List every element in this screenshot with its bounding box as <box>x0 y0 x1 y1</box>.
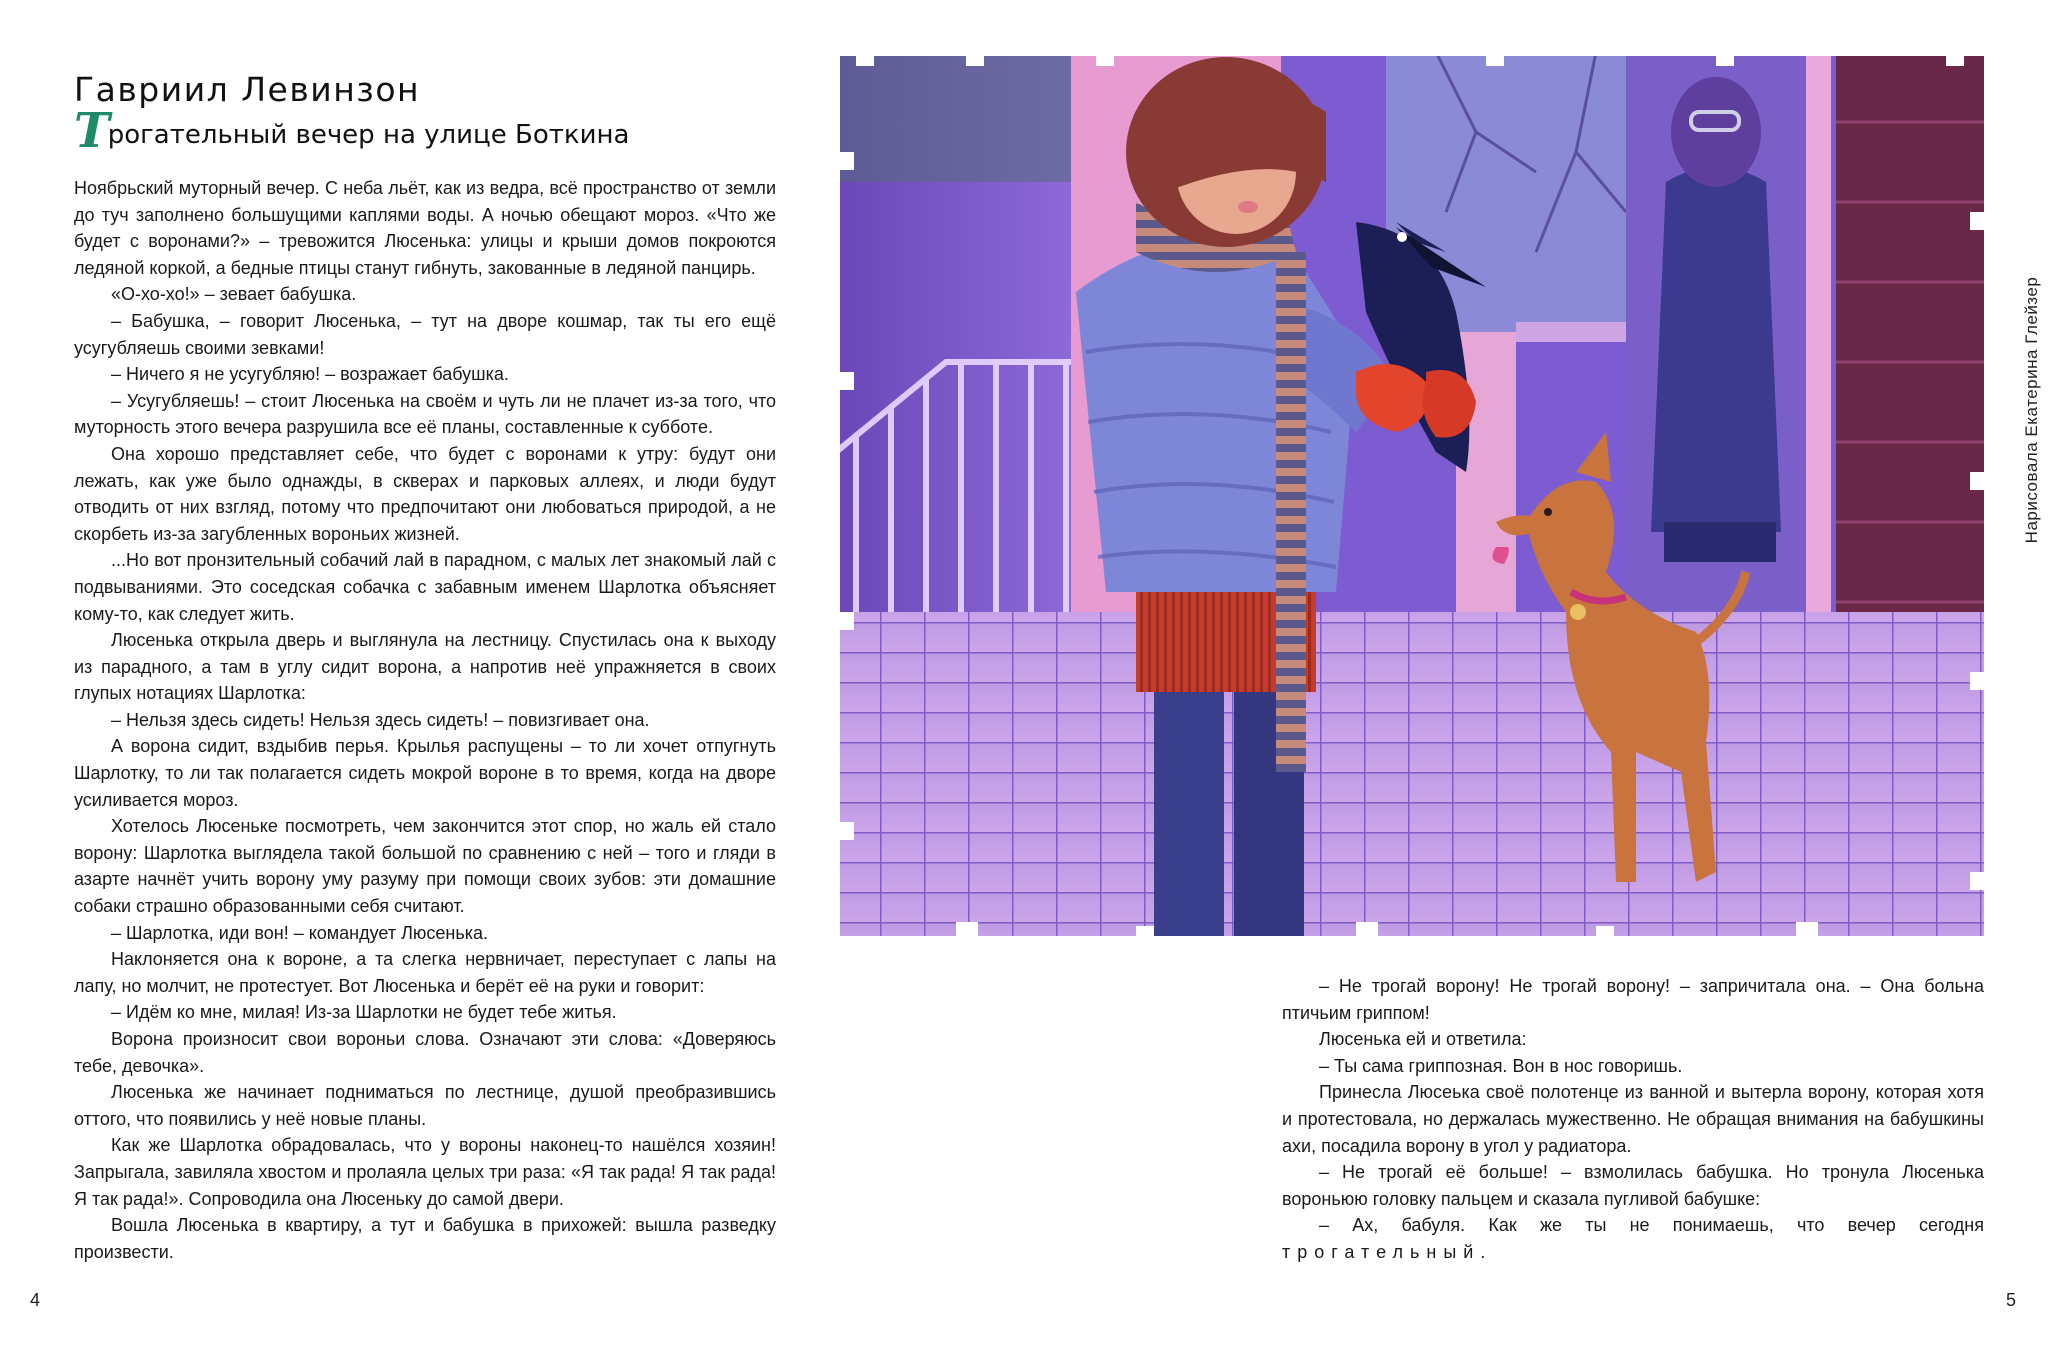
paragraph: – Усугубляешь! – стоит Люсенька на своём и чуть ли не плачет из-за того, что муторность этого вечера разрушила все её планы, составленные к субботе. <box>74 390 776 438</box>
author-name: Гавриил Левинзон <box>74 70 421 109</box>
final-line-text: – Ах, бабуля. Как же ты не понимаешь, что вечер сегодня <box>1319 1215 1984 1236</box>
paragraph: Ноябрьский муторный вечер. С неба льёт, как из ведра, всё пространство от земли до туч заполнено большущими каплями воды. А ночью обещают мороз. «Что же будет с воронами?» – тревожится Люсенька: улицы и крыши домов покроются ледяной коркой, а бедные птицы станут гибнуть, закованные в ледяной панцирь. <box>74 178 776 278</box>
illustration-artwork <box>836 52 1988 940</box>
paragraph: – Нельзя здесь сидеть! Нельзя здесь сидеть! – повизгивает она. <box>111 709 650 730</box>
emphasized-word: трогательный <box>1282 1241 1481 1262</box>
title-drop-cap: Т <box>74 103 110 159</box>
paragraph: – Идём ко мне, милая! Из-за Шарлотки не будет тебе житья. <box>111 1002 617 1023</box>
illustrator-credit: Нарисовала Екатерина Глейзер <box>2022 276 2041 544</box>
page-number-right: 5 <box>2006 1290 2017 1310</box>
paragraph: – Не трогай её больше! – взмолилась бабушка. Но тронула Люсенька вороньюю головку пальцем и сказала пугливой бабушке: <box>1282 1162 1984 1209</box>
paragraph: Люсенька же начинает подниматься по лестнице, душой преобразившись оттого, что появились у неё новые планы. <box>74 1082 776 1129</box>
paragraph: Она хорошо представляет себе, что будет с воронами к утру: будут они лежать, как уже было однажды, в скверах и парковых аллеях, и люди будут отводить от них взгляд, потому что предпочитают они любоваться природой, а не скорбеть из-за загубленных вороньих жизней. <box>74 443 776 544</box>
paragraph: – Ты сама гриппозная. Вон в нос говоришь. <box>1319 1055 1683 1076</box>
paragraph: Принесла Люсеька своё полотенце из ванной и вытерла ворону, которая хотя и протестовала, но держалась мужественно. Не обращая внимания на бабушкины ахи, посадила ворону в угол у радиатора. <box>1282 1082 1984 1156</box>
left-text-column <box>74 175 776 1265</box>
paragraph: – Бабушка, – говорит Люсенька, – тут на дворе кошмар, так ты его ещё усугубляешь своими зевками! <box>74 310 776 358</box>
paragraph: – Шарлотка, иди вон! – командует Люсенька. <box>111 922 488 943</box>
story-illustration <box>836 52 1988 940</box>
paragraph: Хотелось Люсеньке посмотреть, чем закончится этот спор, но жаль ей стало ворону: Шарлотка выглядела такой большой по сравнению с ней – того и гляди в азарте начнёт учить ворону уму разуму при помощи своих зубов: эти домашние собаки страшно образованными себя считают. <box>74 816 776 917</box>
title-text: рогательный вечер на улице Боткина <box>107 120 630 150</box>
paragraph: «О-хо-хо!» – зевает бабушка. <box>111 284 357 305</box>
paragraph: Люсенька ей и ответила: <box>1319 1029 1527 1050</box>
final-punctuation: . <box>1480 1241 1486 1262</box>
right-text-column <box>1282 973 1984 1266</box>
paragraph: Как же Шарлотка обрадовалась, что у вороны наконец-то нашёлся хозяин! Запрыгала, завиляла хвостом и пролаяла целых три раза: «Я так рада! Я так рада! Я так рада!». Сопроводила она Люсеньку до самой двери. <box>74 1135 776 1209</box>
paragraph: А ворона сидит, вздыбив перья. Крылья распущены – то ли хочет отпугнуть Шарлотку, то ли так полагается сидеть мокрой вороне в то время, когда на дворе усиливается мороз. <box>74 736 776 810</box>
paragraph: Вошла Люсенька в квартиру, а тут и бабушка в прихожей: вышла разведку произвести. <box>74 1215 776 1262</box>
paragraph <box>1282 1212 1984 1265</box>
paragraph: Ворона произносит свои вороньи слова. Означают эти слова: «Доверяюсь тебе, девочка». <box>74 1029 776 1076</box>
paragraph: – Ничего я не усугубляю! – возражает бабушка. <box>111 364 509 385</box>
paragraph: Люсенька открыла дверь и выглянула на лестницу. Спустилась она к выходу из парадного, а там в углу сидит ворона, а напротив неё упражняется в своих глупых нотациях Шарлотка: <box>74 630 776 704</box>
story-title <box>74 103 630 159</box>
paragraph: – Не трогай ворону! Не трогай ворону! – запричитала она. – Она больна птичьим гриппом! <box>1282 976 1984 1023</box>
page-number-left: 4 <box>30 1290 41 1310</box>
paragraph: ...Но вот пронзительный собачий лай в парадном, с малых лет знакомый лай с подвываниями. Это соседская собачка с забавным именем Шарлотка объясняет кому-то, как следует жить. <box>74 550 776 624</box>
paragraph: Наклоняется она к вороне, а та слегка нервничает, переступает с лапы на лапу, но молчит, не протестует. Вот Люсенька и берёт её на руки и говорит: <box>74 949 776 996</box>
